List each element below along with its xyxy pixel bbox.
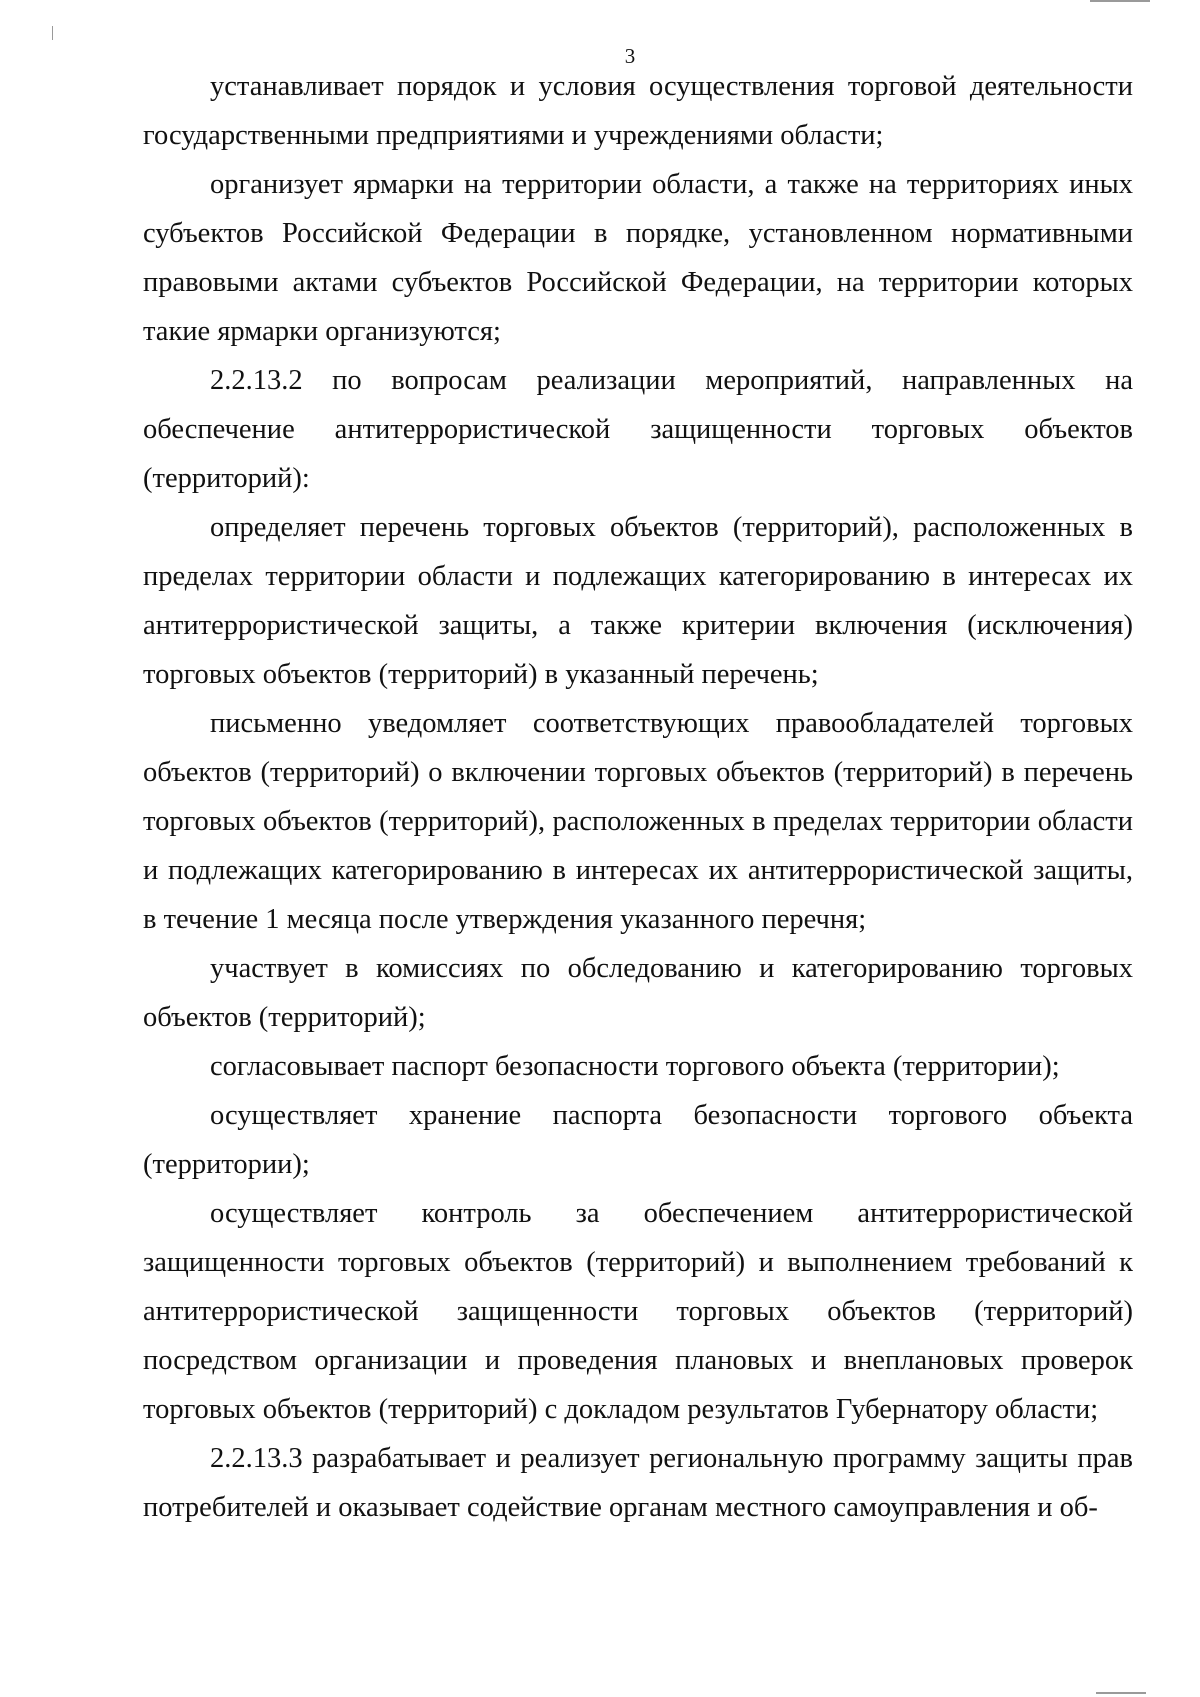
document-body	[143, 62, 1133, 1532]
paragraph: 2.2.13.2 по вопросам реализации мероприятий, направленных на обеспечение антитеррористической защищенности торговых объектов (территорий):	[143, 365, 1133, 494]
paragraph: осуществляет контроль за обеспечением антитеррористической защищенности торговых объектов (территорий) и выполнением требований к антитеррористической защищенности торговых объектов (территорий) посредством организации и проведения плановых и внеплановых проверок торговых объектов (территорий) с докладом результатов Губернатору области;	[143, 1198, 1133, 1425]
scan-mark-bottom-right	[1096, 1692, 1146, 1694]
paragraph: 2.2.13.3 разрабатывает и реализует региональную программу защиты прав потребителей и оказывает содействие органам местного самоуправления и об-	[143, 1443, 1133, 1523]
paragraph: организует ярмарки на территории области, а также на территориях иных субъектов Российской Федерации в порядке, установленном нормативными правовыми актами субъектов Российской Федерации, на территории которых такие ярмарки организуются;	[143, 169, 1133, 347]
paragraph: участвует в комиссиях по обследованию и категорированию торговых объектов (территорий);	[143, 953, 1133, 1033]
paragraph: осуществляет хранение паспорта безопасности торгового объекта (территории);	[143, 1100, 1133, 1180]
paragraph: определяет перечень торговых объектов (территорий), расположенных в пределах территории области и подлежащих категорированию в интересах их антитеррористической защиты, а также критерии включения (исключения) торговых объектов (территорий) в указанный перечень;	[143, 512, 1133, 690]
scan-mark-top-right	[1090, 0, 1150, 2]
paragraph: письменно уведомляет соответствующих правообладателей торговых объектов (территорий) о включении торговых объектов (территорий) в перечень торговых объектов (территорий), расположенных в пределах территории области и подлежащих категорированию в интересах их антитеррористической защиты, в течение 1 месяца после утверждения указанного перечня;	[143, 708, 1133, 935]
page-number: 3	[624, 44, 636, 68]
scan-mark-top-left	[52, 26, 53, 40]
paragraph: согласовывает паспорт безопасности торгового объекта (территории);	[210, 1051, 1060, 1082]
paragraph: устанавливает порядок и условия осуществления торговой деятельности государственными предприятиями и учреждениями области;	[143, 71, 1133, 151]
